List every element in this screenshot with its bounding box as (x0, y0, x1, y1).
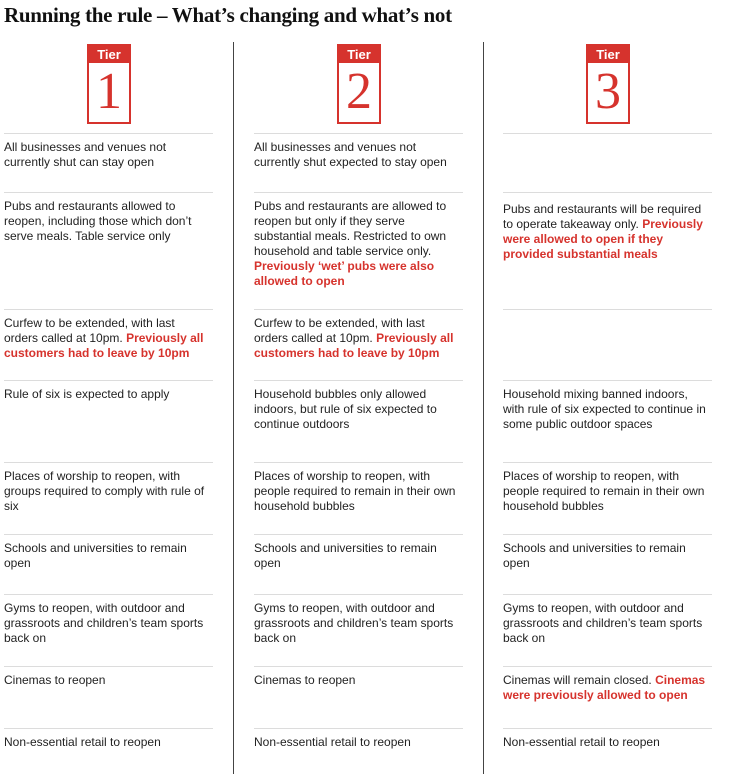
rule-text: Rule of six is expected to apply (4, 387, 170, 401)
rule-text: All businesses and venues not currently shut can stay open (4, 140, 167, 169)
rule-text: Places of worship to reopen, with people required to remain in their own household bubbles (254, 469, 456, 513)
rule-note: Cinemas were previously allowed to open (503, 673, 706, 702)
rule-row (254, 462, 463, 534)
rule-text: Places of worship to reopen, with groups required to comply with rule of six (4, 469, 205, 513)
rule-row (254, 594, 463, 666)
rule-text: Cinemas to reopen (4, 673, 106, 687)
rule-row (4, 666, 213, 728)
tier-2-badge (337, 44, 381, 124)
rule-row (4, 192, 213, 309)
rule-text: Non-essential retail to reopen (254, 735, 411, 749)
rule-text: Schools and universities to remain open (254, 541, 437, 570)
tier-badge-label: Tier (588, 46, 628, 63)
rule-row (4, 309, 213, 380)
rule-row (503, 192, 712, 309)
rule-row (503, 133, 712, 192)
tier-number: 1 (96, 63, 122, 120)
rule-text: Household mixing banned indoors, with rule of six expected to continue in some public outdoor spaces (503, 387, 706, 431)
rule-text: Pubs and restaurants allowed to reopen, including those which don’t serve meals. Table service only (4, 199, 192, 243)
column-divider (483, 42, 484, 774)
rule-row (254, 133, 463, 192)
rule-text: Cinemas to reopen (254, 673, 356, 687)
rule-row (254, 534, 463, 594)
rule-row (4, 462, 213, 534)
rule-text: Household bubbles only allowed indoors, but rule of six expected to continue outdoors (254, 387, 437, 431)
rule-row (4, 534, 213, 594)
tier-badge-label: Tier (89, 46, 129, 63)
rule-note: Previously all customers had to leave by 10pm (4, 331, 204, 360)
tier-number: 3 (595, 63, 621, 120)
rule-row (254, 309, 463, 380)
tier-number: 2 (346, 63, 372, 120)
rule-row (503, 462, 712, 534)
rule-row (4, 380, 213, 462)
rule-row (4, 728, 213, 772)
rule-row (254, 666, 463, 728)
rule-note: Previously all customers had to leave by 10pm (254, 331, 454, 360)
rule-note: Previously ‘wet’ pubs were also allowed to open (254, 259, 435, 288)
rule-row (254, 192, 463, 309)
rule-text: Curfew to be extended, with last orders called at 10pm. (4, 316, 175, 345)
tier-1-badge (87, 44, 131, 124)
rule-row (503, 594, 712, 666)
rule-row (503, 728, 712, 772)
tier-badge-label: Tier (339, 46, 379, 63)
rule-text: Cinemas will remain closed. (503, 673, 656, 687)
rule-text: Pubs and restaurants are allowed to reopen but only if they serve substantial meals. Restricted to own household and table service only. (254, 199, 447, 258)
column-divider (233, 42, 234, 774)
rule-row (503, 380, 712, 462)
rule-note: Previously were allowed to open if they provided substantial meals (503, 217, 703, 261)
rule-row (4, 594, 213, 666)
rule-row (503, 309, 712, 380)
rule-text: Non-essential retail to reopen (503, 735, 660, 749)
rule-text: Places of worship to reopen, with people required to remain in their own household bubbles (503, 469, 705, 513)
rule-row (254, 728, 463, 772)
page-title: Running the rule – What’s changing and what’s not (4, 3, 452, 27)
rule-text: Schools and universities to remain open (4, 541, 187, 570)
rule-text: Gyms to reopen, with outdoor and grassroots and children’s team sports back on (503, 601, 703, 645)
rule-row (503, 534, 712, 594)
rule-text: Pubs and restaurants will be required to operate takeaway only. (503, 202, 702, 231)
rule-row (503, 666, 712, 728)
tier-3-badge (586, 44, 630, 124)
rule-text: Gyms to reopen, with outdoor and grassroots and children’s team sports back on (4, 601, 204, 645)
rule-row (254, 380, 463, 462)
rule-text: Non-essential retail to reopen (4, 735, 161, 749)
rule-text: Gyms to reopen, with outdoor and grassroots and children’s team sports back on (254, 601, 454, 645)
rule-row (4, 133, 213, 192)
rule-text: Schools and universities to remain open (503, 541, 686, 570)
rule-text: All businesses and venues not currently shut expected to stay open (254, 140, 447, 169)
rule-text: Curfew to be extended, with last orders called at 10pm. (254, 316, 425, 345)
